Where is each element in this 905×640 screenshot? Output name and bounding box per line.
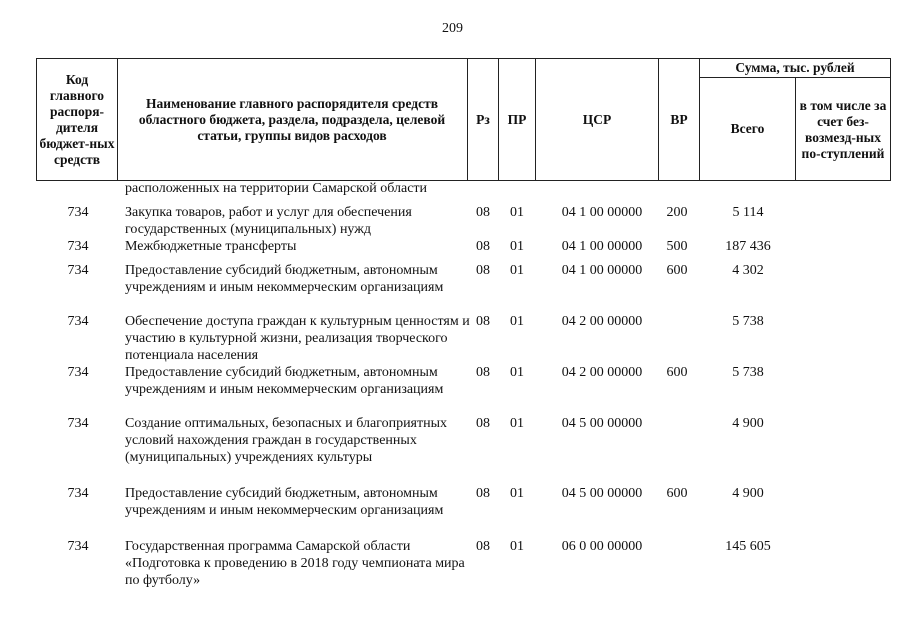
- row-name: расположенных на территории Самарской области: [125, 181, 428, 196]
- page-number: 209: [442, 21, 463, 36]
- row-name: Государственная программа Самарской области «Подготовка к проведению в 2018 году чемпионата мира по футболу»: [125, 539, 465, 588]
- header-total: Всего: [730, 121, 765, 136]
- row-code: 734: [67, 263, 89, 278]
- row-vr: 600: [666, 365, 688, 380]
- row-code: 734: [67, 365, 89, 380]
- row-csr: 04 5 00 00000: [561, 416, 643, 431]
- row-total: 5 114: [732, 205, 764, 220]
- header-pr: ПР: [507, 111, 527, 127]
- row-total: 187 436: [725, 239, 771, 254]
- row-vr: 600: [666, 486, 688, 501]
- row-pr: 01: [510, 416, 524, 431]
- row-rz: 08: [476, 205, 490, 220]
- row-rz: 08: [476, 539, 490, 554]
- row-vr: 600: [666, 263, 688, 278]
- row-name: Обеспечение доступа граждан к культурным ценностям и участию в культурной жизни, реализация творческого потенциала населения: [125, 314, 470, 363]
- row-rz: 08: [476, 239, 490, 254]
- row-code: 734: [67, 239, 89, 254]
- row-total: 5 738: [732, 365, 764, 380]
- row-csr: 04 1 00 00000: [561, 239, 643, 254]
- header-including: в том числе за счет без-возмезд-ных по-ступлений: [799, 98, 887, 161]
- row-code: 734: [67, 486, 89, 501]
- row-name: Предоставление субсидий бюджетным, автономным учреждениям и иным некоммерческим организациям: [125, 486, 444, 518]
- row-rz: 08: [476, 314, 490, 329]
- row-name: Предоставление субсидий бюджетным, автономным учреждениям и иным некоммерческим организациям: [125, 263, 444, 295]
- row-pr: 01: [510, 365, 524, 380]
- row-pr: 01: [510, 239, 524, 254]
- row-name: Межбюджетные трансферты: [125, 239, 297, 254]
- row-total: 145 605: [725, 539, 771, 554]
- row-pr: 01: [510, 314, 524, 329]
- header-csr: ЦСР: [582, 111, 612, 127]
- row-total: 4 900: [732, 416, 764, 431]
- row-name: Закупка товаров, работ и услуг для обеспечения государственных (муниципальных) нужд: [125, 205, 412, 237]
- row-name: Создание оптимальных, безопасных и благоприятных условий нахождения граждан в государственных (муниципальных) учреждениях культуры: [125, 416, 448, 465]
- row-rz: 08: [476, 263, 490, 278]
- header-divider: [117, 58, 118, 181]
- row-csr: 04 1 00 00000: [561, 263, 643, 278]
- row-csr: 04 2 00 00000: [561, 314, 643, 329]
- header-code: Код главного распоря-дителя бюджет-ных средств: [39, 71, 115, 167]
- row-csr: 04 1 00 00000: [561, 205, 643, 220]
- row-code: 734: [67, 416, 89, 431]
- row-csr: 04 5 00 00000: [561, 486, 643, 501]
- row-rz: 08: [476, 416, 490, 431]
- row-csr: 06 0 00 00000: [561, 539, 643, 554]
- row-pr: 01: [510, 205, 524, 220]
- row-pr: 01: [510, 539, 524, 554]
- row-vr: 500: [666, 239, 688, 254]
- header-rz: Рз: [476, 111, 490, 127]
- header-name: Наименование главного распорядителя средств областного бюджета, раздела, подраздела, целевой статьи, группы видов расходов: [138, 95, 446, 143]
- row-csr: 04 2 00 00000: [561, 365, 643, 380]
- row-pr: 01: [510, 263, 524, 278]
- row-vr: 200: [666, 205, 688, 220]
- row-total: 4 302: [732, 263, 764, 278]
- row-pr: 01: [510, 486, 524, 501]
- header-divider: [795, 77, 796, 181]
- row-total: 5 738: [732, 314, 764, 329]
- row-name: Предоставление субсидий бюджетным, автономным учреждениям и иным некоммерческим организациям: [125, 365, 444, 397]
- row-code: 734: [67, 539, 89, 554]
- row-rz: 08: [476, 365, 490, 380]
- header-vr: ВР: [670, 111, 688, 127]
- row-total: 4 900: [732, 486, 764, 501]
- row-code: 734: [67, 314, 89, 329]
- row-rz: 08: [476, 486, 490, 501]
- header-sum-group: Сумма, тыс. рублей: [735, 60, 855, 75]
- row-code: 734: [67, 205, 89, 220]
